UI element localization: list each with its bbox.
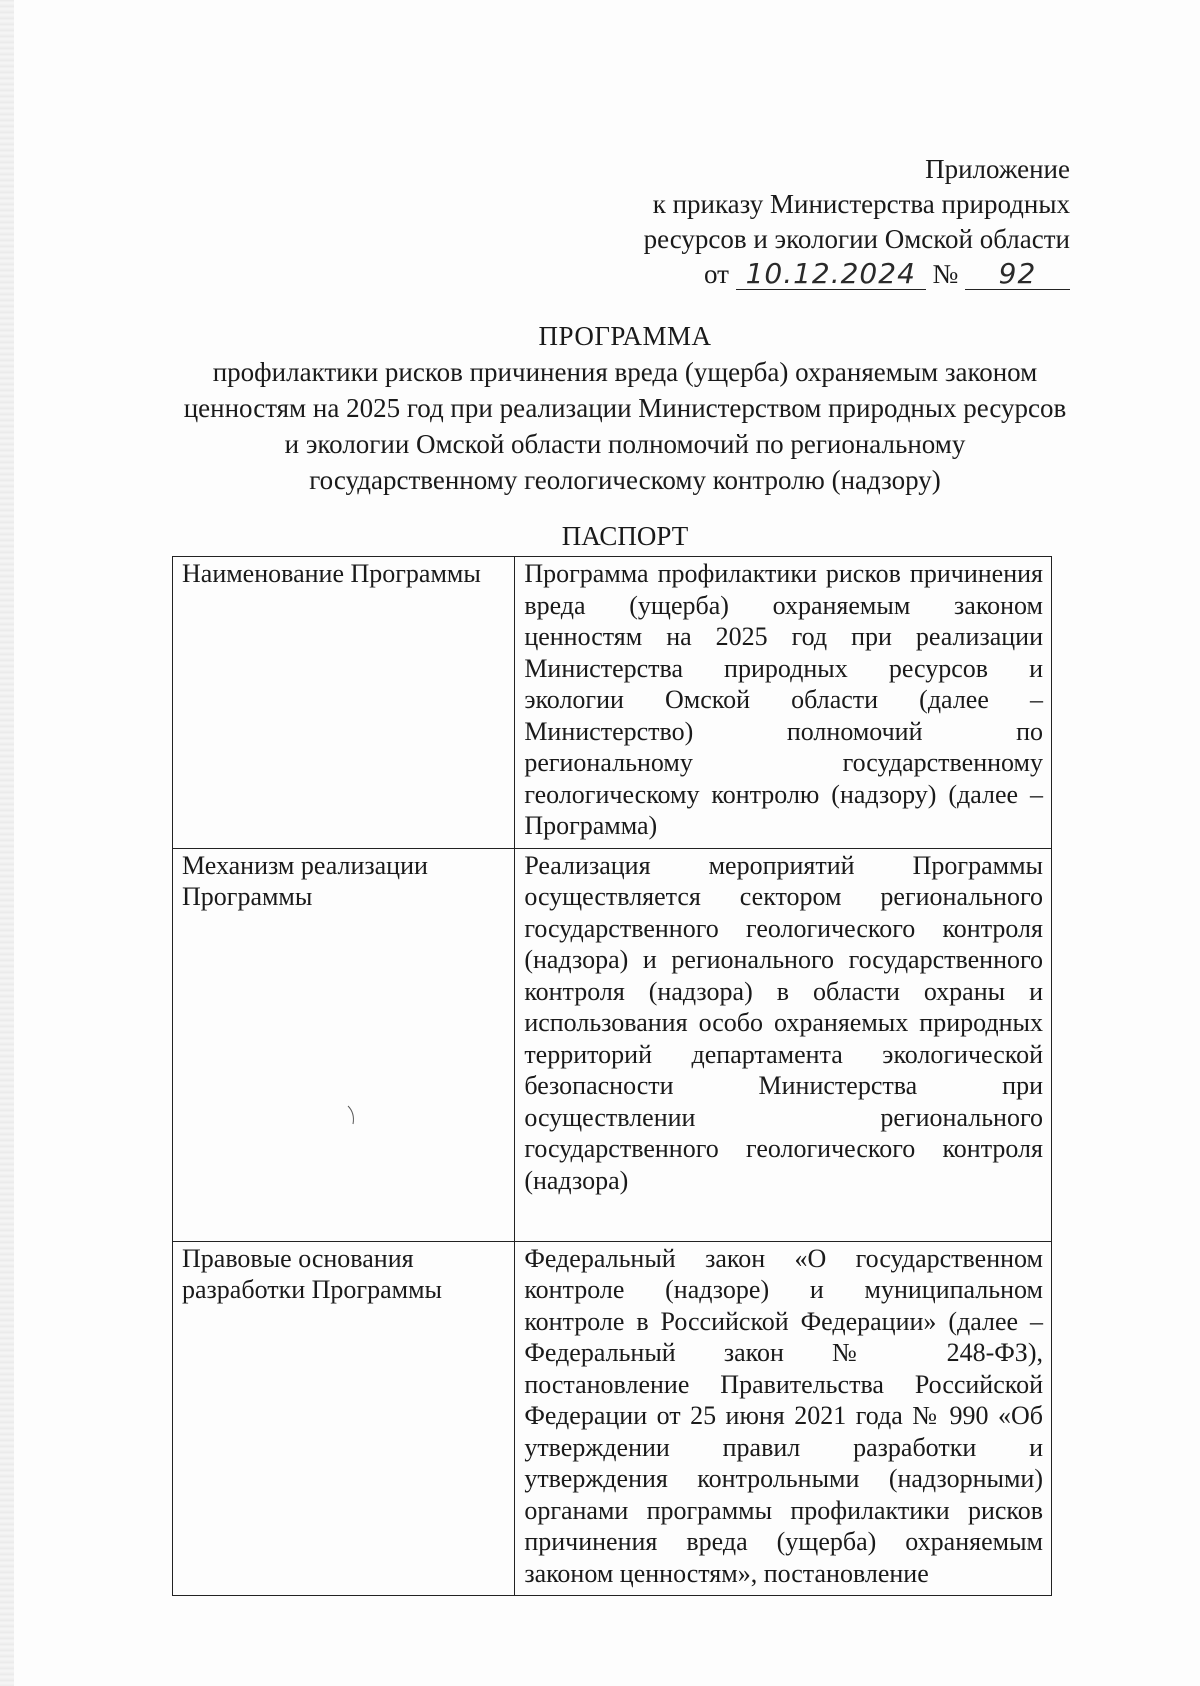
program-title-line: ценностям на 2025 год при реализации Министерством природных ресурсов [183,393,1067,423]
appendix-ministry: ресурсов и экологии Омской области [643,224,1070,254]
program-heading: ПРОГРАММА [538,321,712,351]
table-row [173,557,1052,849]
date-prefix: от [704,259,729,289]
appendix-block [644,152,1070,292]
appendix-date-number-line [644,257,1070,292]
table-row [173,848,1052,1241]
order-number: 92 [965,259,1070,290]
program-title-line: и экологии Омской области полномочий по региональному [284,429,966,459]
row-name-cell: Механизм реализации Программы [173,848,515,1241]
row-value-cell: Федеральный закон «О государственном контроле (надзоре) и муниципальном контроле в Российской Федерации» (далее – Федеральный закон № 248-ФЗ), постановление Правительства Российской Федерации от 25 июня 2021 года № 990 «Об утверждении правил разработки и утверждения контрольными (надзорными) органами программы профилактики рисков причинения вреда (ущерба) охраняемым законом ценностям», постановление [515,1241,1052,1596]
scan-edge [0,0,14,1686]
order-date: 10.12.2024 [736,259,926,290]
number-prefix: № [932,259,959,289]
program-title [160,318,1090,498]
scan-artifact-mark [347,1105,357,1125]
row-value-cell: Реализация мероприятий Программы осуществляется сектором регионального государственного геологического контроля (надзора) и регионального государственного контроля (надзора) в области охраны и использования особо охраняемых природных территорий департамента экологической безопасности Министерства при осуществлении регионального государственного геологического контроля (надзора) [515,848,1052,1241]
appendix-label: Приложение [925,154,1070,184]
table-row [173,1241,1052,1596]
passport-table [172,556,1052,1596]
program-title-line: государственному геологическому контролю (надзору) [309,465,941,495]
row-name-cell: Наименование Программы [173,557,515,849]
row-name-cell: Правовые основания разработки Программы [173,1241,515,1596]
appendix-order-ref: к приказу Министерства природных [652,189,1070,219]
program-title-line: профилактики рисков причинения вреда (ущерба) охраняемым законом [212,357,1038,387]
row-value-cell: Программа профилактики рисков причинения вреда (ущерба) охраняемым законом ценностям на 2025 год при реализации Министерства природных ресурсов и экологии Омской области (далее – Министерство) полномочий по региональному государственному геологическому контролю (надзору) (далее – Программа) [515,557,1052,849]
passport-title: ПАСПОРТ [561,521,689,551]
